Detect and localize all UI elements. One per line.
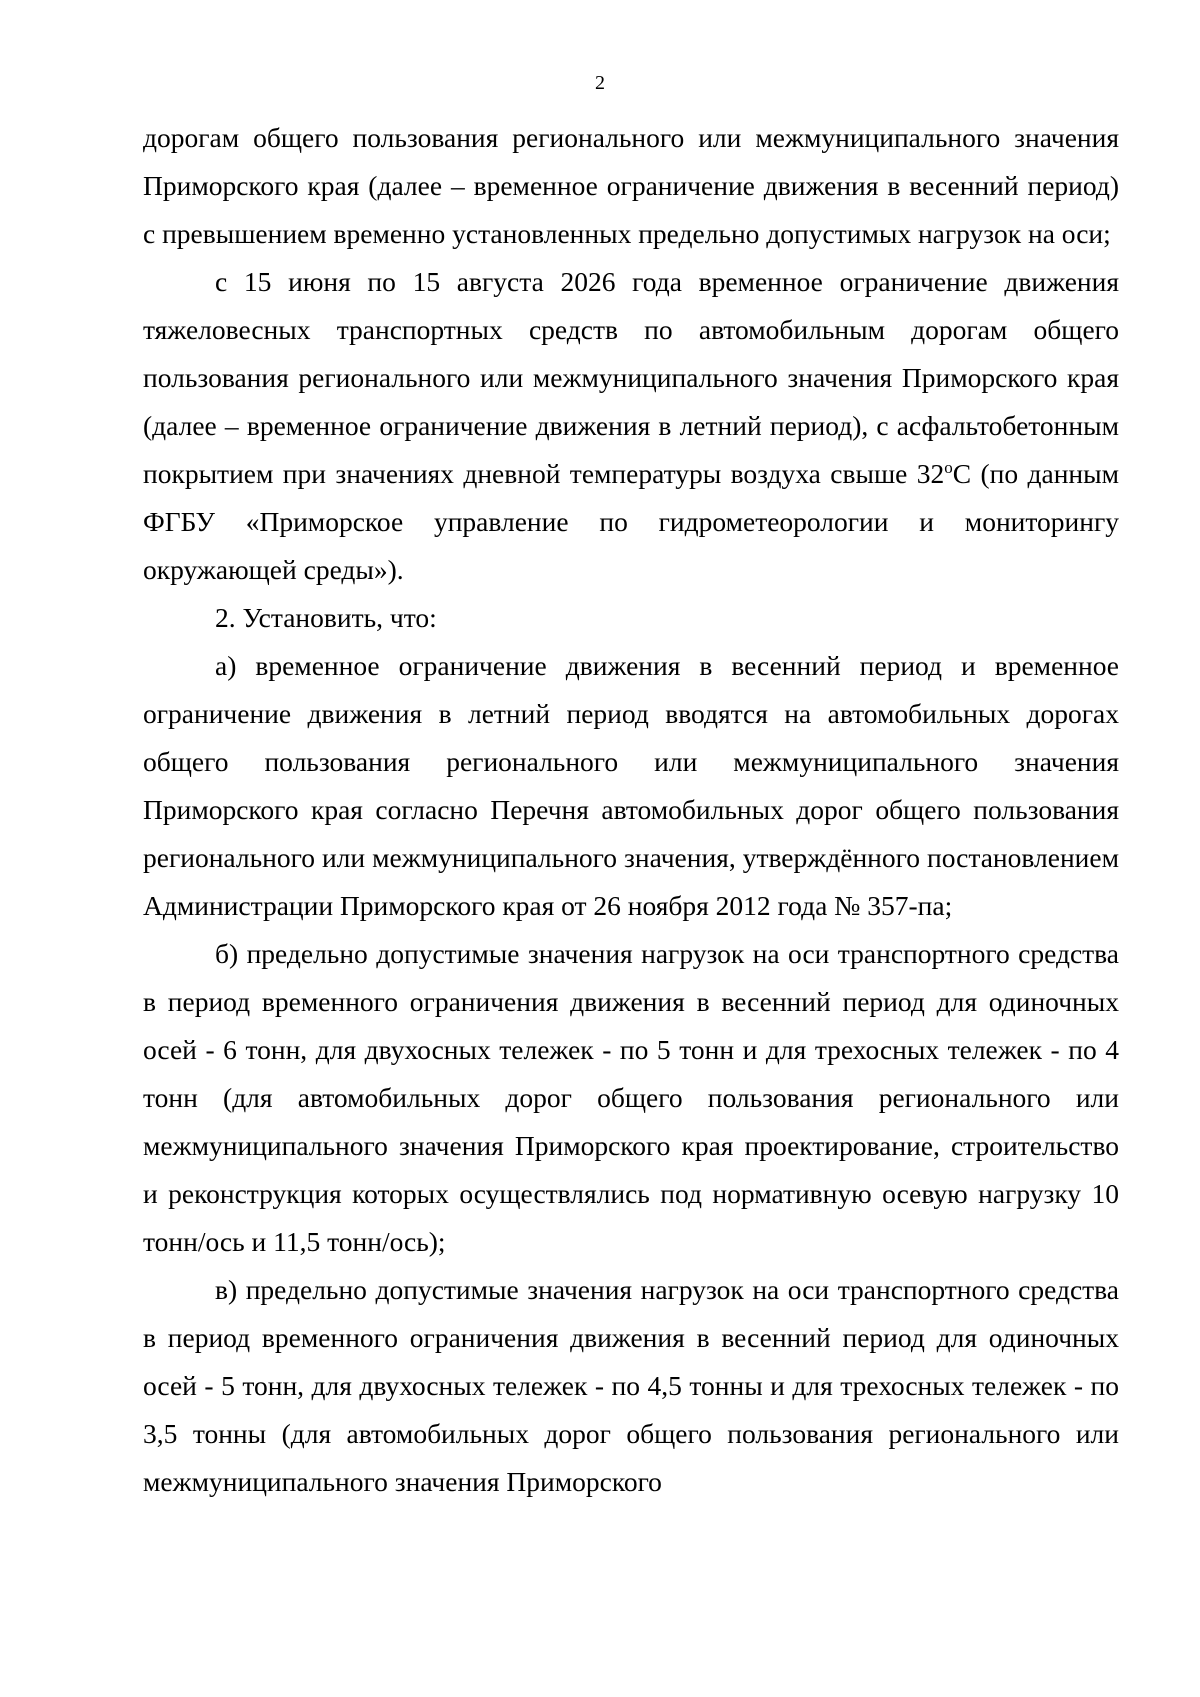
clause-b: б) предельно допустимые значения нагрузок на оси транспортного средства в период временного ограничения движения в весенний период для одиночных осей - 6 тонн, для двухосных тележек - по 5 тонн и для трехосных тележек - по 4 тонн (для автомобильных дорог общего пользования регионального или межмуниципального значения Приморского края проектирование, строительство и реконструкция которых осуществлялись под нормативную осевую нагрузку 10 тонн/ось и 11,5 тонн/ось); xyxy=(143,938,1119,1257)
clause-v: в) предельно допустимые значения нагрузок на оси транспортного средства в период временного ограничения движения в весенний период для одиночных осей - 5 тонн, для двухосных тележек - по 4,5 тонны и для трехосных тележек - по 3,5 тонны (для автомобильных дорог общего пользования регионального или межмуниципального значения Приморского xyxy=(143,1274,1119,1497)
paragraph-text: С (по данным ФГБУ «Приморское управление по гидрометеорологии и мониторингу окружающей среды»). xyxy=(143,458,1120,585)
document-body xyxy=(143,114,1119,1506)
degree-superscript: о xyxy=(944,458,953,477)
paragraph-continuation: дорогам общего пользования регионального или межмуниципального значения Приморского края (далее – временное ограничение движения в весенний период) с превышением временно установленных предельно допустимых нагрузок на оси; xyxy=(143,122,1119,249)
section-heading-2: 2. Установить, что: xyxy=(215,602,437,633)
paragraph-summer-restriction xyxy=(143,258,1119,594)
page-number: 2 xyxy=(595,72,605,94)
clause-a: а) временное ограничение движения в весенний период и временное ограничение движения в летний период вводятся на автомобильных дорогах общего пользования регионального или межмуниципального значения Приморского края согласно Перечня автомобильных дорог общего пользования регионального или межмуниципального значения, утверждённого постановлением Администрации Приморского края от 26 ноября 2012 года № 357-па; xyxy=(143,650,1119,921)
paragraph-text: с 15 июня по 15 августа 2026 года временное ограничение движения тяжеловесных транспортных средств по автомобильным дорогам общего пользования регионального или межмуниципального значения Приморского края (далее – временное ограничение движения в летний период), с асфальтобетонным покрытием при значениях дневной температуры воздуха свыше 32 xyxy=(143,266,1119,489)
